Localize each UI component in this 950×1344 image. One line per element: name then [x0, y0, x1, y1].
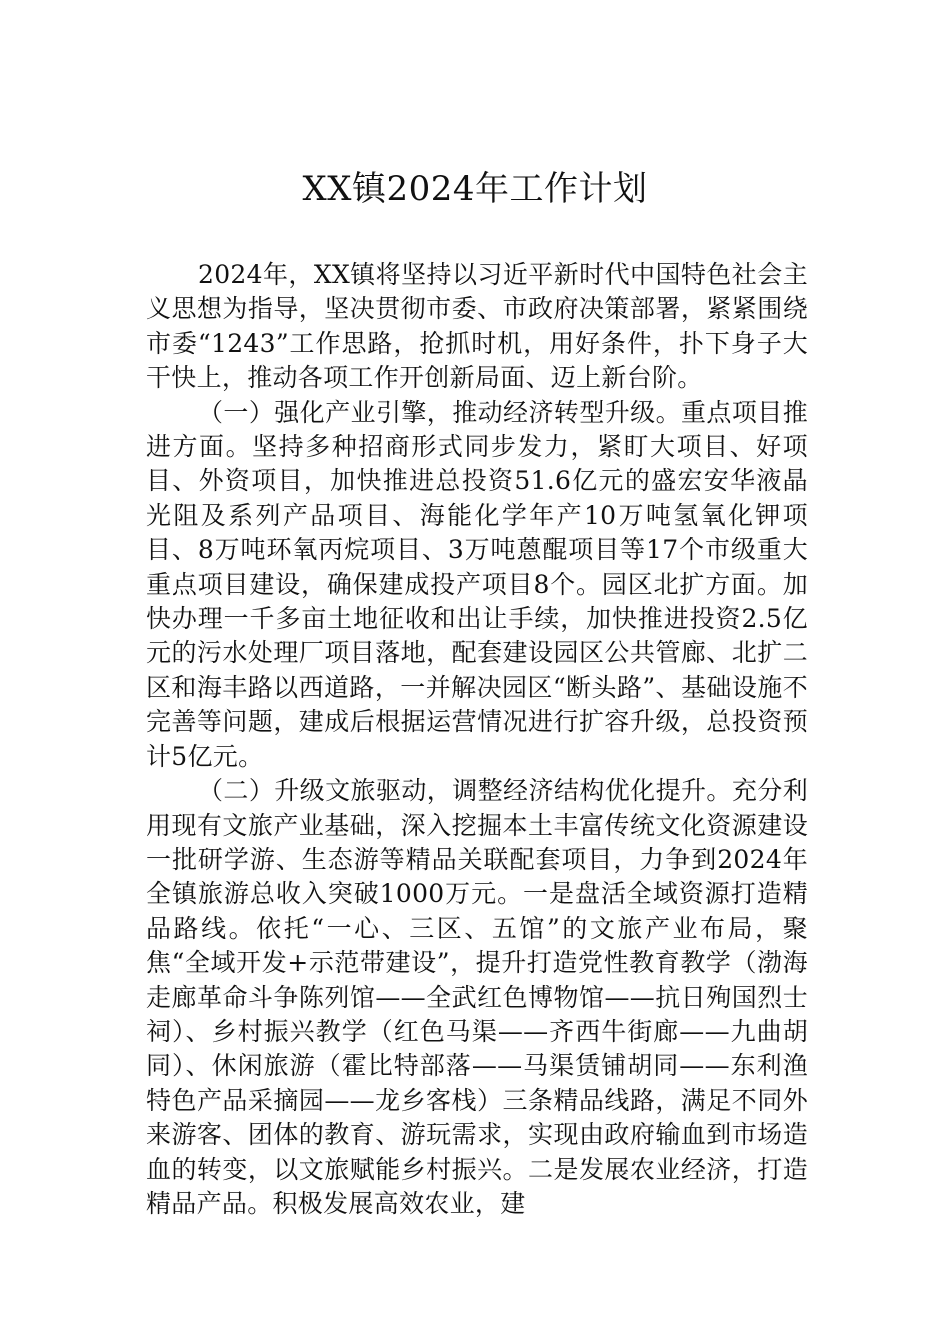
document-body: [146, 258, 808, 1221]
paragraph-section-1: （一）强化产业引擎，推动经济转型升级。重点项目推进方面。坚持多种招商形式同步发力，紧盯大项目、好项目、外资项目，加快推进总投资51.6亿元的盛宏安华液晶光阻及系列产品项目、海能化学年产10万吨氢氧化钾项目、8万吨环氧丙烷项目、3万吨蒽醌项目等17个市级重大重点项目建设，确保建成投产项目8个。园区北扩方面。加快办理一千多亩土地征收和出让手续，加快推进投资2.5亿元的污水处理厂项目落地，配套建设园区公共管廊、北扩二区和海丰路以西道路，一并解决园区“断头路”、基础设施不完善等问题，建成后根据运营情况进行扩容升级，总投资预计5亿元。: [146, 397, 808, 771]
paragraph-intro: 2024年，XX镇将坚持以习近平新时代中国特色社会主义思想为指导，坚决贯彻市委、市政府决策部署，紧紧围绕市委“1243”工作思路，抢抓时机，用好条件，扑下身子大干快上，推动各项工作开创新局面、迈上新台阶。: [146, 260, 808, 393]
paragraph-section-2: （二）升级文旅驱动，调整经济结构优化提升。充分利用现有文旅产业基础，深入挖掘本土丰富传统文化资源建设一批研学游、生态游等精品关联配套项目，力争到2024年全镇旅游总收入突破1000万元。一是盘活全域资源打造精品路线。依托“一心、三区、五馆”的文旅产业布局，聚焦“全域开发+示范带建设”，提升打造党性教育教学（渤海走廊革命斗争陈列馆——全武红色博物馆——抗日殉国烈士祠）、乡村振兴教学（红色马渠——齐西牛街廊——九曲胡同）、休闲旅游（霍比特部落——马渠赁铺胡同——东利渔特色产品采摘园——龙乡客栈）三条精品线路，满足不同外来游客、团体的教育、游玩需求，实现由政府输血到市场造血的转变，以文旅赋能乡村振兴。二是发展农业经济，打造精品产品。积极发展高效农业，建: [146, 776, 808, 1218]
document-title: XX镇2024年工作计划: [302, 169, 648, 209]
